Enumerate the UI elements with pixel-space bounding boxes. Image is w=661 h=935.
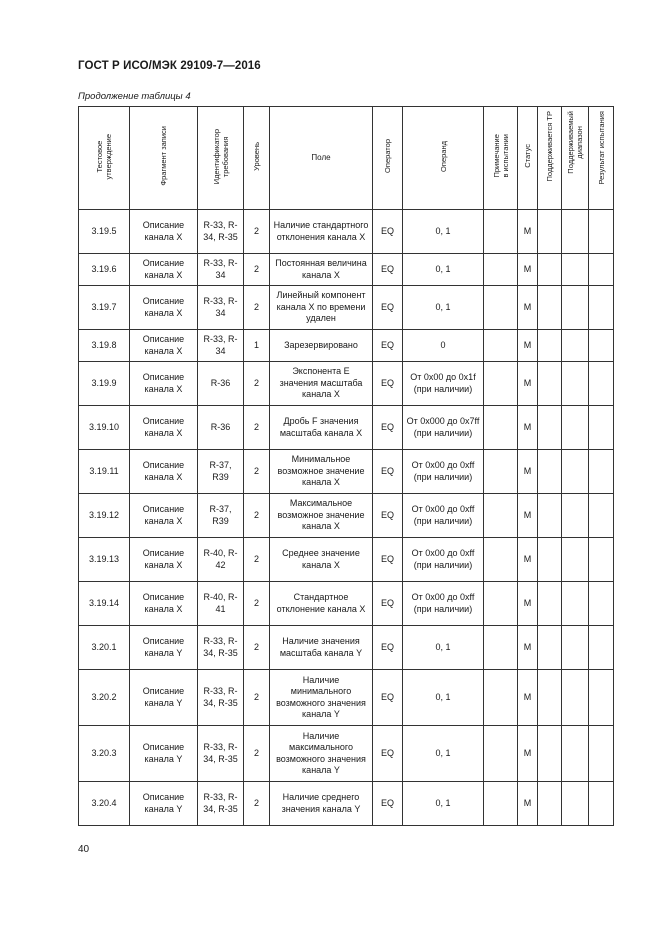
cell-operand: 0, 1 xyxy=(403,254,484,286)
cell-operand: 0, 1 xyxy=(403,726,484,782)
cell-status: M xyxy=(518,538,538,582)
cell-record-fragment: Описание канала X xyxy=(130,210,198,254)
cell-field: Линейный компонент канала X по времени удален xyxy=(270,286,373,330)
cell-operator: EQ xyxy=(373,670,403,726)
cell-operator: EQ xyxy=(373,626,403,670)
column-header-record-fragment: Фрагмент записи xyxy=(130,107,198,210)
cell-status: M xyxy=(518,670,538,726)
cell-note xyxy=(484,406,518,450)
cell-record-fragment: Описание канала X xyxy=(130,406,198,450)
table-header-row xyxy=(79,107,614,210)
table-row xyxy=(79,670,614,726)
cell-test-result xyxy=(589,450,614,494)
table-row xyxy=(79,210,614,254)
cell-level: 2 xyxy=(244,210,270,254)
cell-operator: EQ xyxy=(373,782,403,826)
table-row xyxy=(79,450,614,494)
cell-test-result xyxy=(589,538,614,582)
cell-test-id: 3.19.13 xyxy=(79,538,130,582)
cell-level: 2 xyxy=(244,582,270,626)
cell-supported-tp xyxy=(538,670,562,726)
column-header-operand: Операнд xyxy=(403,107,484,210)
cell-supported-range xyxy=(562,626,589,670)
cell-operand: От 0x00 до 0xff (при наличии) xyxy=(403,538,484,582)
cell-requirement-id: R-36 xyxy=(198,362,244,406)
cell-operand: 0, 1 xyxy=(403,782,484,826)
cell-supported-tp xyxy=(538,494,562,538)
cell-test-id: 3.19.11 xyxy=(79,450,130,494)
cell-test-id: 3.19.7 xyxy=(79,286,130,330)
table-row xyxy=(79,582,614,626)
cell-test-id: 3.19.14 xyxy=(79,582,130,626)
cell-field: Зарезервировано xyxy=(270,330,373,362)
cell-level: 2 xyxy=(244,494,270,538)
cell-status: M xyxy=(518,254,538,286)
table-row xyxy=(79,330,614,362)
column-header-field: Поле xyxy=(270,107,373,210)
cell-test-id: 3.19.5 xyxy=(79,210,130,254)
table-row xyxy=(79,362,614,406)
cell-test-result xyxy=(589,330,614,362)
cell-supported-range xyxy=(562,494,589,538)
cell-operand: 0 xyxy=(403,330,484,362)
cell-test-result xyxy=(589,582,614,626)
cell-field: Наличие минимального возможного значения канала Y xyxy=(270,670,373,726)
cell-operator: EQ xyxy=(373,406,403,450)
cell-note xyxy=(484,286,518,330)
cell-field: Постоянная величина канала X xyxy=(270,254,373,286)
cell-supported-range xyxy=(562,450,589,494)
cell-supported-range xyxy=(562,210,589,254)
cell-supported-tp xyxy=(538,254,562,286)
cell-record-fragment: Описание канала X xyxy=(130,494,198,538)
cell-operator: EQ xyxy=(373,582,403,626)
cell-requirement-id: R-33, R-34, R-35 xyxy=(198,726,244,782)
column-header-test-result: Результат испытания xyxy=(589,107,614,210)
cell-operator: EQ xyxy=(373,450,403,494)
cell-requirement-id: R-40, R-42 xyxy=(198,538,244,582)
cell-operator: EQ xyxy=(373,726,403,782)
cell-test-result xyxy=(589,362,614,406)
column-header-supported-range: Поддерживаемый диапазон xyxy=(562,107,589,210)
cell-test-id: 3.20.1 xyxy=(79,626,130,670)
column-header-status: Статус xyxy=(518,107,538,210)
table-row xyxy=(79,494,614,538)
cell-record-fragment: Описание канала Y xyxy=(130,782,198,826)
cell-requirement-id: R-36 xyxy=(198,406,244,450)
cell-level: 1 xyxy=(244,330,270,362)
table-row xyxy=(79,286,614,330)
cell-field: Наличие максимального возможного значения канала Y xyxy=(270,726,373,782)
cell-status: M xyxy=(518,726,538,782)
cell-test-result xyxy=(589,726,614,782)
cell-supported-range xyxy=(562,406,589,450)
cell-test-id: 3.19.12 xyxy=(79,494,130,538)
cell-test-id: 3.20.2 xyxy=(79,670,130,726)
cell-supported-tp xyxy=(538,626,562,670)
cell-supported-range xyxy=(562,726,589,782)
cell-status: M xyxy=(518,362,538,406)
column-header-operator: Оператор xyxy=(373,107,403,210)
page-number: 40 xyxy=(78,844,90,855)
cell-test-id: 3.19.10 xyxy=(79,406,130,450)
cell-supported-tp xyxy=(538,726,562,782)
cell-requirement-id: R-33, R-34, R-35 xyxy=(198,626,244,670)
cell-test-result xyxy=(589,782,614,826)
cell-note xyxy=(484,330,518,362)
table-row xyxy=(79,626,614,670)
cell-supported-range xyxy=(562,254,589,286)
cell-test-result xyxy=(589,670,614,726)
cell-requirement-id: R-33, R-34 xyxy=(198,330,244,362)
cell-test-result xyxy=(589,286,614,330)
cell-supported-tp xyxy=(538,286,562,330)
cell-operand: 0, 1 xyxy=(403,210,484,254)
cell-level: 2 xyxy=(244,286,270,330)
cell-note xyxy=(484,582,518,626)
cell-field: Минимальное возможное значение канала X xyxy=(270,450,373,494)
cell-requirement-id: R-40, R-41 xyxy=(198,582,244,626)
cell-supported-tp xyxy=(538,582,562,626)
cell-test-id: 3.20.3 xyxy=(79,726,130,782)
cell-note xyxy=(484,254,518,286)
cell-status: M xyxy=(518,286,538,330)
cell-requirement-id: R-33, R-34, R-35 xyxy=(198,210,244,254)
cell-test-id: 3.19.8 xyxy=(79,330,130,362)
table-row xyxy=(79,254,614,286)
cell-level: 2 xyxy=(244,362,270,406)
cell-note xyxy=(484,538,518,582)
cell-supported-tp xyxy=(538,406,562,450)
cell-record-fragment: Описание канала X xyxy=(130,582,198,626)
table-row xyxy=(79,782,614,826)
cell-status: M xyxy=(518,782,538,826)
cell-test-result xyxy=(589,210,614,254)
cell-operator: EQ xyxy=(373,538,403,582)
cell-field: Максимальное возможное значение канала X xyxy=(270,494,373,538)
cell-operand: От 0x000 до 0x7ff (при наличии) xyxy=(403,406,484,450)
cell-status: M xyxy=(518,406,538,450)
table-row xyxy=(79,406,614,450)
cell-field: Дробь F значения масштаба канала X xyxy=(270,406,373,450)
cell-supported-range xyxy=(562,330,589,362)
document-header: ГОСТ Р ИСО/МЭК 29109-7—2016 xyxy=(78,60,261,72)
table-row xyxy=(79,538,614,582)
cell-field: Наличие среднего значения канала Y xyxy=(270,782,373,826)
cell-status: M xyxy=(518,582,538,626)
cell-operand: От 0x00 до 0xff (при наличии) xyxy=(403,494,484,538)
cell-supported-tp xyxy=(538,330,562,362)
cell-level: 2 xyxy=(244,538,270,582)
cell-operator: EQ xyxy=(373,494,403,538)
cell-level: 2 xyxy=(244,626,270,670)
cell-supported-tp xyxy=(538,210,562,254)
cell-operand: От 0x00 до 0xff (при наличии) xyxy=(403,450,484,494)
cell-test-result xyxy=(589,626,614,670)
cell-requirement-id: R-37, R39 xyxy=(198,450,244,494)
cell-note xyxy=(484,362,518,406)
column-header-test-statement: Тестовое утверждение xyxy=(79,107,130,210)
cell-level: 2 xyxy=(244,670,270,726)
cell-status: M xyxy=(518,330,538,362)
cell-note xyxy=(484,494,518,538)
column-header-level: Уровень xyxy=(244,107,270,210)
cell-requirement-id: R-33, R-34, R-35 xyxy=(198,670,244,726)
cell-operator: EQ xyxy=(373,286,403,330)
cell-supported-range xyxy=(562,362,589,406)
cell-test-id: 3.19.6 xyxy=(79,254,130,286)
cell-field: Наличие значения масштаба канала Y xyxy=(270,626,373,670)
cell-operator: EQ xyxy=(373,330,403,362)
cell-record-fragment: Описание канала Y xyxy=(130,670,198,726)
cell-requirement-id: R-33, R-34 xyxy=(198,254,244,286)
table-row xyxy=(79,726,614,782)
cell-supported-tp xyxy=(538,450,562,494)
cell-test-result xyxy=(589,254,614,286)
cell-requirement-id: R-37, R39 xyxy=(198,494,244,538)
cell-record-fragment: Описание канала X xyxy=(130,286,198,330)
cell-status: M xyxy=(518,626,538,670)
cell-test-result xyxy=(589,494,614,538)
cell-status: M xyxy=(518,210,538,254)
cell-operand: 0, 1 xyxy=(403,670,484,726)
cell-note xyxy=(484,626,518,670)
cell-record-fragment: Описание канала Y xyxy=(130,626,198,670)
cell-note xyxy=(484,210,518,254)
column-header-supported-tp: Поддерживается ТР xyxy=(538,107,562,210)
cell-note xyxy=(484,726,518,782)
cell-status: M xyxy=(518,450,538,494)
cell-requirement-id: R-33, R-34, R-35 xyxy=(198,782,244,826)
cell-supported-tp xyxy=(538,362,562,406)
cell-field: Стандартное отклонение канала X xyxy=(270,582,373,626)
cell-note xyxy=(484,450,518,494)
cell-operand: От 0x00 до 0x1f (при наличии) xyxy=(403,362,484,406)
cell-field: Экспонента E значения масштаба канала X xyxy=(270,362,373,406)
cell-field: Среднее значение канала X xyxy=(270,538,373,582)
cell-supported-range xyxy=(562,582,589,626)
cell-level: 2 xyxy=(244,782,270,826)
cell-record-fragment: Описание канала X xyxy=(130,450,198,494)
requirements-table xyxy=(78,106,614,826)
cell-level: 2 xyxy=(244,450,270,494)
cell-test-result xyxy=(589,406,614,450)
cell-operator: EQ xyxy=(373,362,403,406)
cell-operand: От 0x00 до 0xff (при наличии) xyxy=(403,582,484,626)
cell-supported-range xyxy=(562,286,589,330)
cell-level: 2 xyxy=(244,406,270,450)
cell-supported-tp xyxy=(538,538,562,582)
cell-operand: 0, 1 xyxy=(403,286,484,330)
cell-record-fragment: Описание канала X xyxy=(130,254,198,286)
cell-field: Наличие стандартного отклонения канала X xyxy=(270,210,373,254)
cell-operand: 0, 1 xyxy=(403,626,484,670)
cell-record-fragment: Описание канала X xyxy=(130,362,198,406)
cell-test-id: 3.20.4 xyxy=(79,782,130,826)
column-header-test-note: Примечание в испытании xyxy=(484,107,518,210)
cell-note xyxy=(484,782,518,826)
cell-supported-range xyxy=(562,538,589,582)
cell-level: 2 xyxy=(244,726,270,782)
cell-supported-range xyxy=(562,782,589,826)
cell-record-fragment: Описание канала Y xyxy=(130,726,198,782)
cell-note xyxy=(484,670,518,726)
table-body xyxy=(79,210,614,826)
cell-test-id: 3.19.9 xyxy=(79,362,130,406)
cell-supported-range xyxy=(562,670,589,726)
cell-supported-tp xyxy=(538,782,562,826)
cell-status: M xyxy=(518,494,538,538)
cell-operator: EQ xyxy=(373,210,403,254)
cell-level: 2 xyxy=(244,254,270,286)
cell-operator: EQ xyxy=(373,254,403,286)
cell-requirement-id: R-33, R-34 xyxy=(198,286,244,330)
table-continuation-caption: Продолжение таблицы 4 xyxy=(78,91,191,102)
cell-record-fragment: Описание канала X xyxy=(130,538,198,582)
cell-record-fragment: Описание канала X xyxy=(130,330,198,362)
column-header-requirement-id: Идентификатор требования xyxy=(198,107,244,210)
